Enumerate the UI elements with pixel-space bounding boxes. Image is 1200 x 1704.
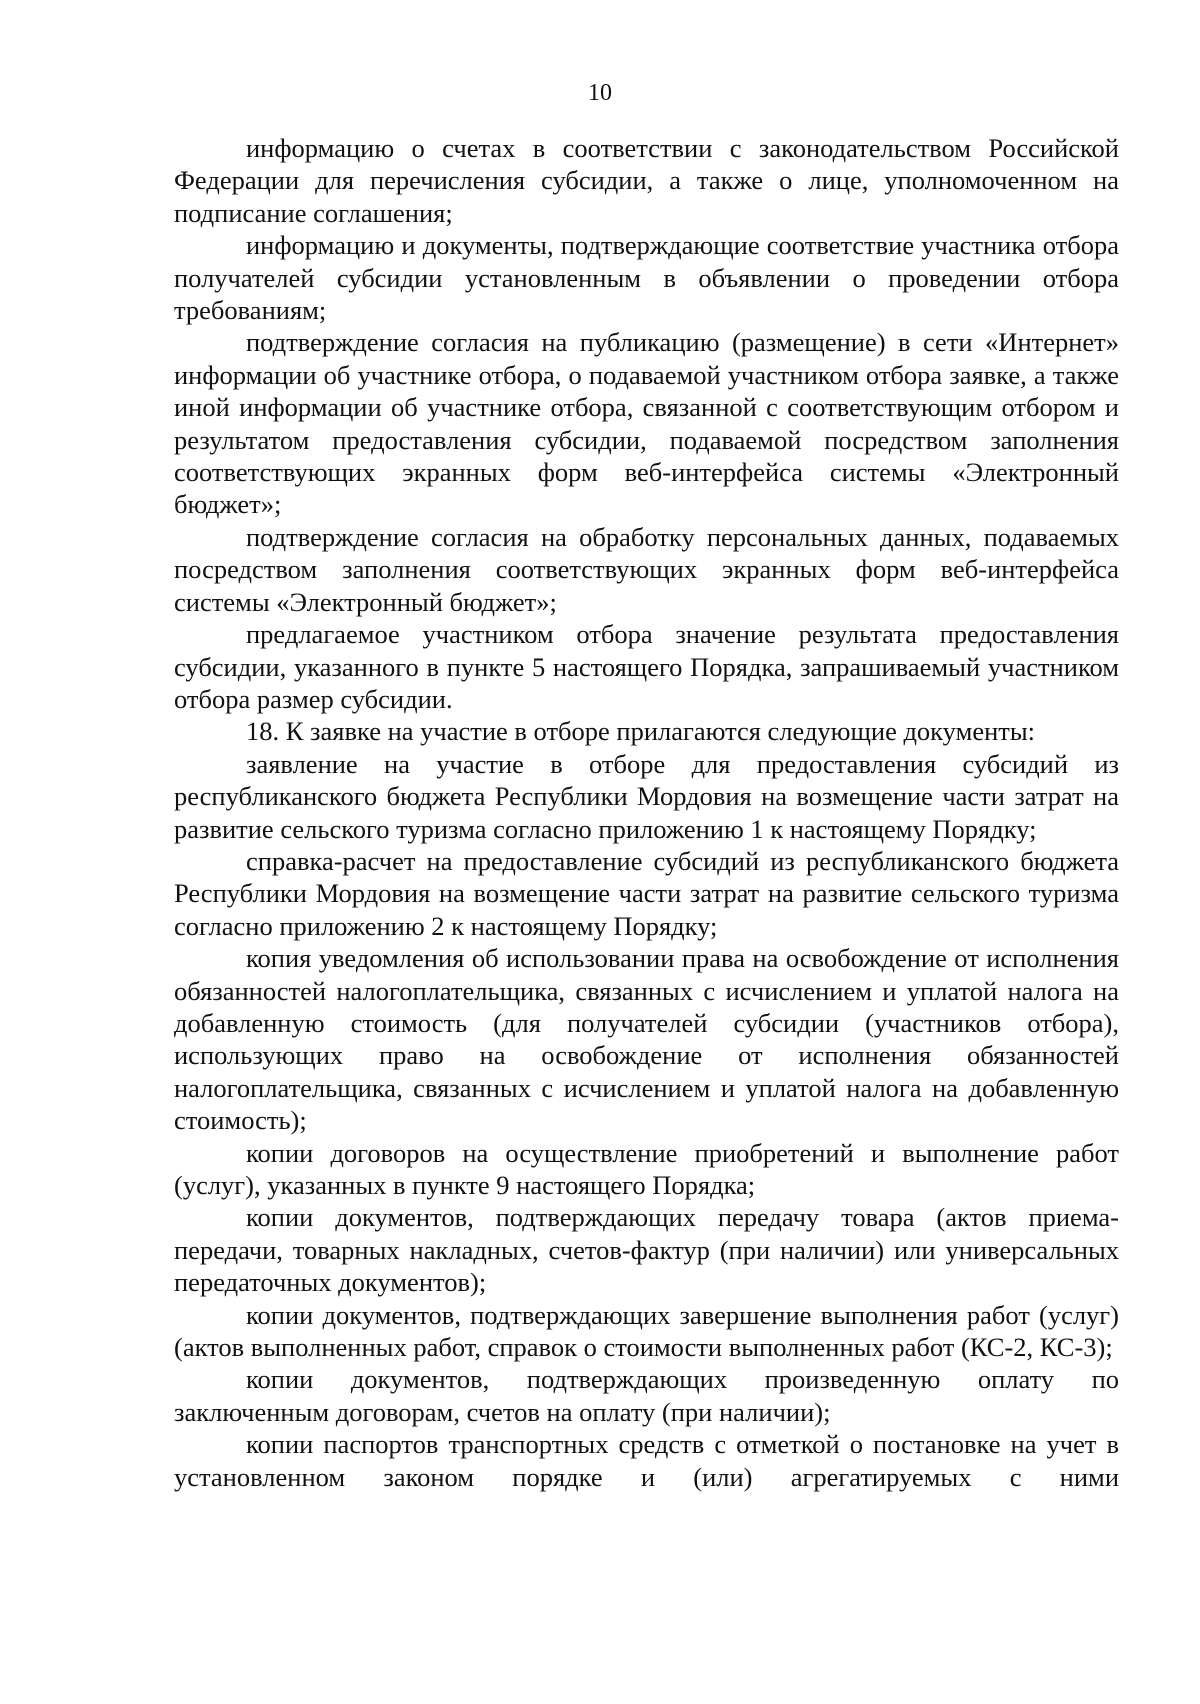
paragraph-personal-data-consent: подтверждение согласия на обработку персональных данных, подаваемых посредством заполнения соответствующих экранных форм веб-интерфейса системы «Электронный бюджет»; bbox=[174, 521, 1119, 617]
paragraph-account-info: информацию о счетах в соответствии с законодательством Российской Федерации для перечисления субсидии, а также о лице, уполномоченном на подписание соглашения; bbox=[174, 133, 1119, 228]
paragraph-vehicle-passports: копии паспортов транспортных средств с отметкой о постановке на учет в установленном законом порядке и (или) агрегатируемых с ними bbox=[174, 1429, 1119, 1492]
document-body bbox=[174, 132, 1119, 1493]
paragraph-item-18: 18. К заявке на участие в отборе прилагаются следующие документы: bbox=[246, 716, 1036, 747]
paragraph-calculation: справка-расчет на предоставление субсидий из республиканского бюджета Республики Мордовия на возмещение части затрат на развитие сельского туризма согласно приложению 2 к настоящему Порядку; bbox=[174, 845, 1119, 941]
paragraph-publication-consent: подтверждение согласия на публикацию (размещение) в сети «Интернет» информации об участнике отбора, о подаваемой участником отбора заявке, а также иной информации об участнике отбора, связанной с соответствующим отбором и результатом предоставления субсидии, подаваемой посредством заполнения соответствующих экранных форм веб-интерфейса системы «Электронный бюджет»; bbox=[174, 327, 1119, 520]
paragraph-info-documents: информацию и документы, подтверждающие соответствие участника отбора получателей субсидии установленным в объявлении о проведении отбора требованиям; bbox=[174, 230, 1119, 326]
paragraph-payment-documents: копии документов, подтверждающих произведенную оплату по заключенным договорам, счетов на оплату (при наличии); bbox=[174, 1364, 1119, 1427]
paragraph-proposed-result: предлагаемое участником отбора значение результата предоставления субсидии, указанного в пункте 5 настоящего Порядка, запрашиваемый участником отбора размер субсидии. bbox=[174, 619, 1119, 714]
page-number: 10 bbox=[588, 80, 612, 106]
paragraph-application: заявление на участие в отборе для предоставления субсидий из республиканского бюджета Республики Мордовия на возмещение части затрат на развитие сельского туризма согласно приложению 1 к настоящему Порядку; bbox=[174, 748, 1119, 844]
paragraph-transfer-documents: копии документов, подтверждающих передачу товара (актов приема-передачи, товарных накладных, счетов-фактур (при наличии) или универсальных передаточных документов); bbox=[174, 1202, 1119, 1298]
paragraph-vat-notice: копия уведомления об использовании права на освобождение от исполнения обязанностей налогоплательщика, связанных с исчислением и уплатой налога на добавленную стоимость (для получателей субсидии (участников отбора), использующих право на освобождение от исполнения обязанностей налогоплательщика, связанных с исчислением и уплатой налога на добавленную стоимость); bbox=[174, 943, 1119, 1136]
paragraph-works-completion: копии документов, подтверждающих завершение выполнения работ (услуг) (актов выполненных работ, справок о стоимости выполненных работ (КС-2, КС-3); bbox=[174, 1299, 1119, 1363]
paragraph-contracts: копии договоров на осуществление приобретений и выполнение работ (услуг), указанных в пункте 9 настоящего Порядка; bbox=[174, 1137, 1119, 1200]
